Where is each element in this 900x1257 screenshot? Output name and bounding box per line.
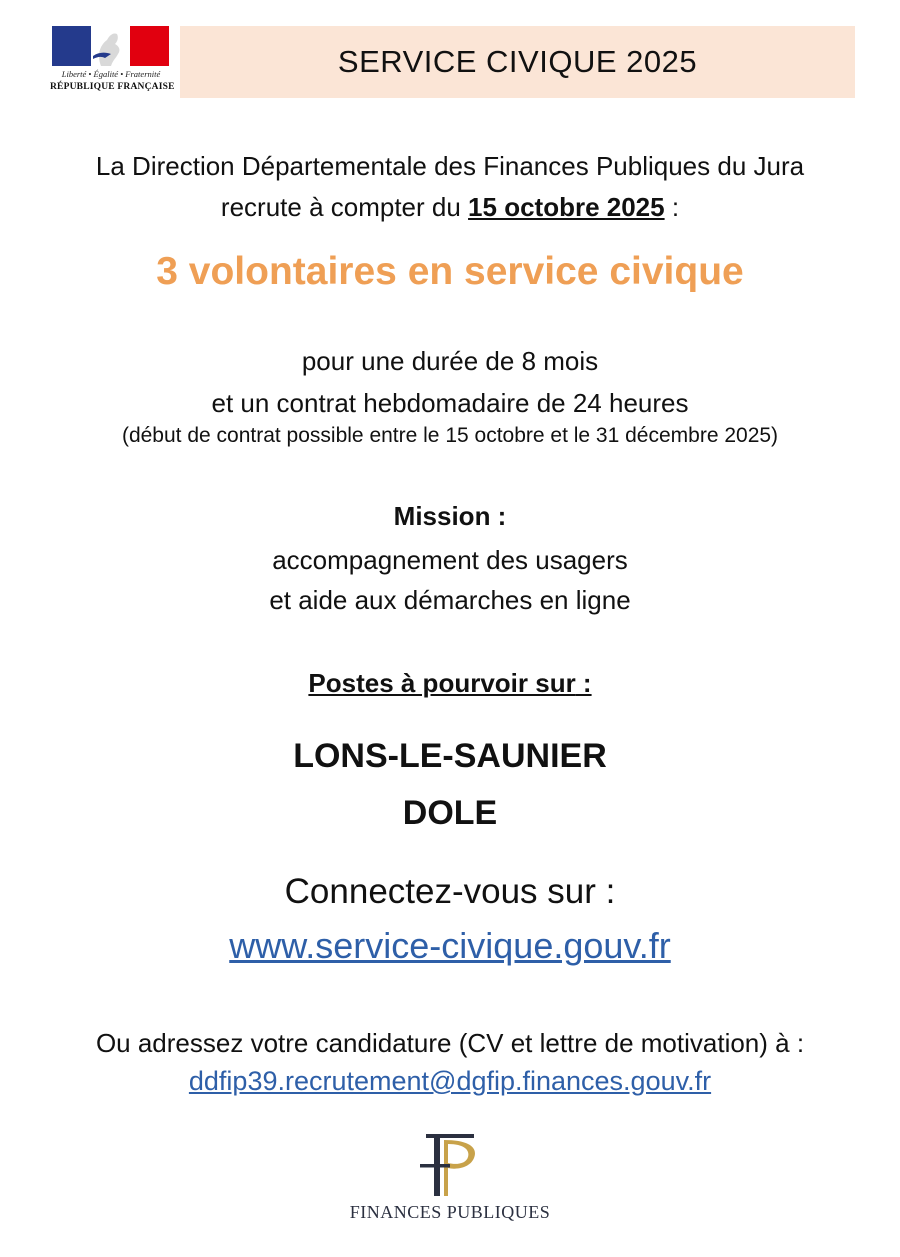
start-date: 15 octobre 2025: [468, 192, 665, 222]
motto-text: Liberté • Égalité • Fraternité: [61, 69, 161, 79]
intro-text: [0, 146, 900, 228]
finances-publiques-logo-icon: [400, 1130, 500, 1198]
intro-line-1: La Direction Départementale des Finances Publiques du Jura: [95, 151, 805, 181]
postes-title-text: Postes à pourvoir sur: [308, 668, 576, 698]
mission-title: Mission :: [393, 501, 507, 531]
cities-list: [0, 728, 900, 842]
email-address[interactable]: ddfip39.recrutement@dgfip.finances.gouv.fr: [188, 1066, 712, 1096]
postes-title: [0, 668, 900, 699]
intro-line-2: [0, 187, 900, 228]
mission-line-1: accompagnement des usagers: [272, 545, 628, 575]
email-link: [0, 1066, 900, 1097]
application-label: Ou adressez votre candidature (CV et lettre de motivation) à :: [95, 1028, 805, 1058]
french-flag-icon: [52, 26, 169, 66]
finances-publiques-label: FINANCES PUBLIQUES: [349, 1202, 551, 1222]
service-civique-link: [0, 925, 900, 967]
intro-suffix: :: [664, 192, 680, 222]
mission-line-2: et aide aux démarches en ligne: [269, 585, 631, 615]
republique-francaise-logo: [50, 26, 175, 98]
city-dole: DOLE: [402, 794, 498, 832]
contract-note: (début de contrat possible entre le 15 octobre et le 31 décembre 2025): [121, 424, 779, 447]
postes-title-suffix: :: [575, 668, 592, 698]
duration-text: [0, 340, 900, 424]
duration-line-1: pour une durée de 8 mois: [301, 346, 599, 376]
service-civique-url[interactable]: www.service-civique.gouv.fr: [229, 925, 671, 966]
city-lons-le-saunier: LONS-LE-SAUNIER: [293, 737, 607, 775]
republic-label: RÉPUBLIQUE FRANÇAISE: [50, 82, 175, 92]
mission-text: [0, 540, 900, 620]
duration-line-2: et un contrat hebdomadaire de 24 heures: [211, 388, 689, 418]
intro-prefix: recrute à compter du: [220, 192, 469, 222]
page-title: SERVICE CIVIQUE 2025: [180, 26, 855, 98]
connect-label: Connectez-vous sur :: [284, 872, 616, 911]
headline: 3 volontaires en service civique: [156, 250, 744, 293]
